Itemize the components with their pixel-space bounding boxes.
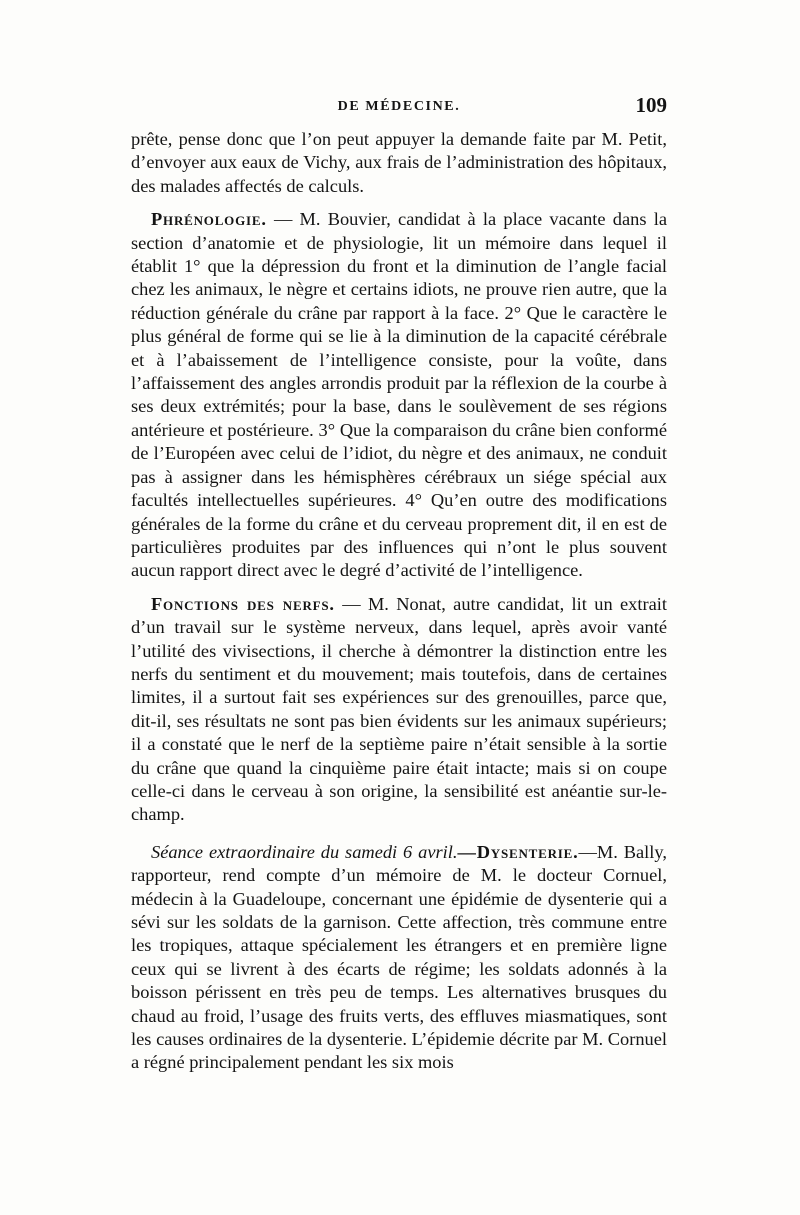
paragraph-text: — M. Bouvier, candidat à la place vacante dans la section d’anatomie et de physiologie, lit un mémoire dans lequel il établit 1° que la dépression du front et la diminution de l’angle facial chez les animaux, le nègre et certains idiots, ne prouve rien autre, que la réduction générale du crâne par rapport à la face. 2° Que le caractère le plus général de forme qui se lie à la diminution de la capacité cérébrale et à l’abaissement de l’intelligence consiste, pour la voûte, dans l’affaissement des angles arrondis produit par la réflexion de la courbe à ses deux extrémités; pour la base, dans le soulèvement de ses régions antérieure et postérieure. 3° Que la comparaison du crâne bien conformé de l’Européen avec celui de l’idiot, du nègre et des animaux, ne conduit pas à assigner dans les hémisphères cérébraux un siége spécial aux facultés intellectuelles supérieures. 4° Qu’en outre des modifications générales de la forme du crâne et du cerveau proprement dit, il en est de particulières produites par des influences qui n’ont le plus souvent aucun rapport direct avec le degré d’activité de l’intelligence. — [131, 209, 667, 581]
paragraph-text: — M. Nonat, autre candidat, lit un extrait d’un travail sur le système nerveux, dans lequel, après avoir vanté l’utilité des vivisections, il cherche à démontrer la distinction entre les nerfs du sentiment et du mouvement; mais toutefois, dans de certaines limites, il a surtout fait ses expériences sur des grenouilles, parce que, dit-il, ses résultats ne sont pas bien évidents sur les animaux supérieurs; il a constaté que le nerf de la septième paire n’était sensible à la sortie du crâne que quand la cinquième paire était intacte; mais si on coupe celle-ci dans le cerveau à son origine, la sensibilité est anéantie sur-le-champ. — [131, 593, 667, 825]
page-body — [131, 128, 667, 1075]
section-heading: Fonctions des nerfs. — [151, 593, 335, 614]
session-heading: Séance extraordinaire du samedi 6 avril. — [151, 841, 458, 862]
paragraph-text: —M. Bally, rapporteur, rend compte d’un mémoire de M. le docteur Cornuel, médecin à la Guadeloupe, concernant une épidémie de dysenterie qui a sévi sur les soldats de la garnison. Cette affection, très commune entre les tropiques, attaque spécialement les étrangers et en première ligne ceux qui se livrent à des écarts de régime; les soldats adonnés à la boisson périssent en très peu de temps. Les alternatives brusques du chaud au froid, l’usage des fruits verts, des effluves miasmatiques, sont les causes ordinaires de la dysenterie. L’épidemie décrite par M. Cornuel a régné principalement pendant les six mois — [131, 841, 668, 1073]
paragraph-calculs — [131, 128, 667, 198]
page-header — [131, 93, 667, 121]
page-number: 109 — [635, 93, 667, 117]
section-heading: —Dysenterie. — [457, 841, 579, 862]
paragraph-text: prête, pense donc que l’on peut appuyer la demande faite par M. Petit, d’envoyer aux eaux de Vichy, aux frais de l’administration des hôpitaux, des malades affectés de calculs. — [131, 129, 667, 196]
running-head: DE MÉDECINE. — [337, 99, 461, 114]
paragraph-dysenterie — [131, 841, 667, 1075]
paragraph-fonctions-des-nerfs — [131, 593, 667, 827]
paragraph-phrenologie — [131, 208, 667, 583]
section-heading: Phrénologie. — [151, 209, 267, 230]
